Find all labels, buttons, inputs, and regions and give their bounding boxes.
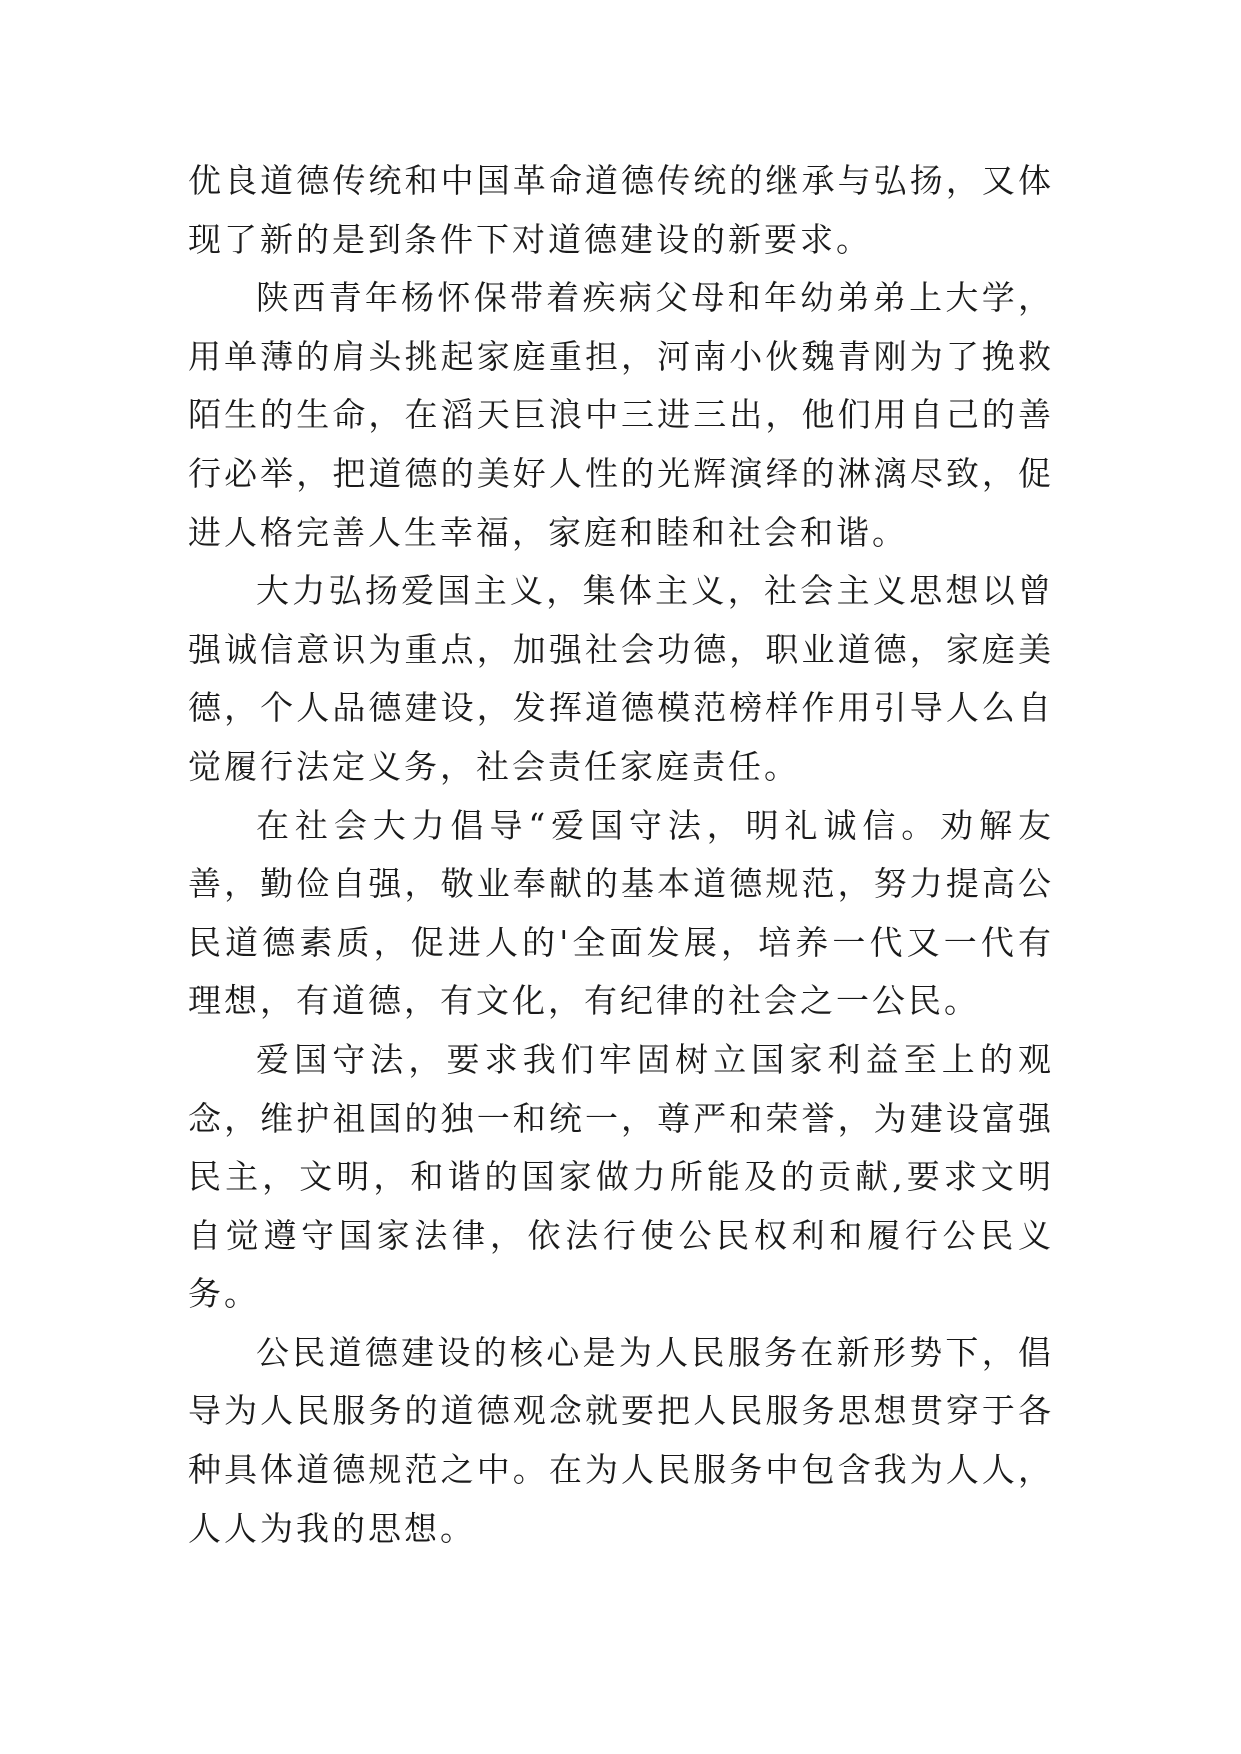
paragraph-5: 爱国守法，要求我们牢固树立国家利益至上的观念，维护祖国的独一和统一，尊严和荣誉，为建设富强民主，文明，和谐的国家做力所能及的贡献,要求文明自觉遵守国家法律，依法行使公民权利和履行公民义务。 xyxy=(188,1039,1054,1314)
paragraph-1: 优良道德传统和中国革命道德传统的继承与弘扬，又体现了新的是到条件下对道德建设的新要求。 xyxy=(188,161,1054,259)
document-body xyxy=(188,152,1054,1558)
paragraph-2: 陕西青年杨怀保带着疾病父母和年幼弟弟上大学，用单薄的肩头挑起家庭重担，河南小伙魏青刚为了挽救陌生的生命，在滔天巨浪中三进三出，他们用自己的善行必举，把道德的美好人性的光辉演绎的淋漓尽致，促进人格完善人生幸福，家庭和睦和社会和谐。 xyxy=(188,278,1054,552)
paragraph-6: 公民道德建设的核心是为人民服务在新形势下，倡导为人民服务的道德观念就要把人民服务思想贯穿于各种具体道德规范之中。在为人民服务中包含我为人人，人人为我的思想。 xyxy=(188,1332,1054,1548)
paragraph-3: 大力弘扬爱国主义，集体主义，社会主义思想以曾强诚信意识为重点，加强社会功德，职业道德，家庭美德，个人品德建设，发挥道德模范榜样作用引导人么自觉履行法定义务，社会责任家庭责任。 xyxy=(188,571,1054,786)
paragraph-4: 在社会大力倡导“爱国守法，明礼诚信。劝解友善，勤俭自强，敬业奉献的基本道德规范，努力提高公民道德素质，促进人的'全面发展，培养一代又一代有理想，有道德，有文化，有纪律的社会之一公民。 xyxy=(188,805,1054,1021)
